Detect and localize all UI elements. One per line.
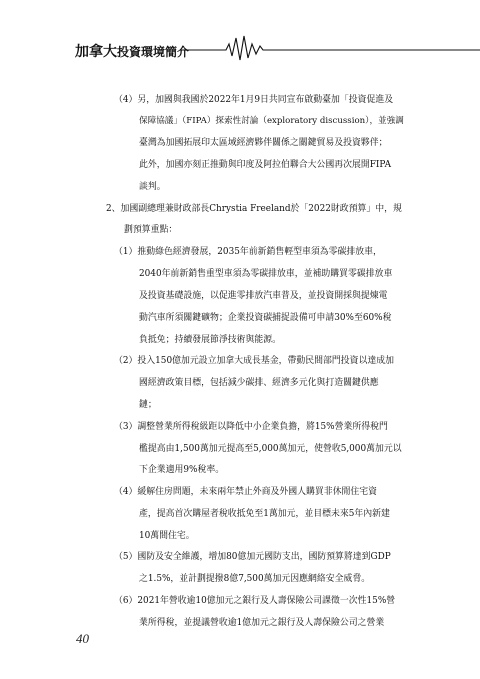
text-line: （4）緩解住房問題，未來兩年禁止外商及外國人購買非休閒住宅資	[114, 487, 378, 497]
text-line: 國經濟政策目標，包括減少碳排、經濟多元化與打造關鍵供應	[139, 378, 379, 388]
text-line: 2040年前新銷售重型車須為零碳排放車，並補助購買零碳排放車	[139, 269, 393, 279]
text-line: 此外，加國亦刻正推動與印度及阿拉伯聯合大公國再次展開FIPA	[139, 160, 391, 170]
header-title-sub: 投資環境簡介	[117, 45, 190, 59]
text-line: （2）投入150億加元設立加拿大成長基金，帶動民間部門投資以達成加	[114, 356, 394, 366]
text-line: 保障協議」（FIPA）探索性討論（exploratory discussion），並強調	[139, 116, 404, 126]
text-line: 及投資基礎設施，以促進零排放汽車普及，並投資開採與提煉電	[139, 291, 388, 301]
page-number: 40	[76, 631, 89, 646]
text-line: （6）2021年營收逾10億加元之銀行及人壽保險公司課徵一次性15%營	[114, 596, 396, 606]
text-line: 下企業適用9%稅率。	[139, 465, 225, 475]
text-line: 之1.5%，並計劃提撥8億7,500萬加元因應網絡安全威脅。	[139, 574, 371, 584]
text-line: 產，提高首次購屋者稅收抵免至1萬加元，並目標未來5年內新建	[139, 509, 390, 519]
text-line: 負抵免；持續發展節淨技術與能源。	[139, 335, 281, 345]
header-title-main: 加拿大	[75, 44, 117, 60]
text-line: 2、加國副總理兼財政部長Chrystia Freeland於「2022財政預算」中，規	[106, 204, 402, 214]
text-line: 業所得稅，並提議營收逾1億加元之銀行及人壽保險公司之營業	[139, 618, 385, 628]
text-line: （3）調整營業所得稅級距以降低中小企業負擔，將15%營業所得稅門	[114, 422, 388, 432]
text-line: （5）國防及安全維護，增加80億加元國防支出，國防預算將達到GDP	[114, 552, 391, 562]
heartbeat-line-icon	[0, 0, 480, 70]
text-line: 檻提高由1,500萬加元提高至5,000萬加元，使營收5,000萬加元以	[139, 444, 402, 454]
text-line: （1）推動綠色經濟發展，2035年前新銷售輕型車須為零碳排放車，	[114, 247, 382, 257]
text-line: 臺灣為加國拓展印太區域經濟夥伴關係之關鍵貿易及投資夥伴；	[139, 138, 388, 148]
text-line: 鏈；	[139, 400, 157, 410]
text-line: （4）另，加國與我國於2022年1月9日共同宣布啟動臺加「投資促進及	[114, 95, 394, 105]
text-line: 談判。	[139, 182, 166, 192]
text-line: 10萬間住宅。	[139, 531, 195, 541]
page-header	[0, 0, 480, 70]
text-line: 動汽車所須關鍵礦物；企業投資碳捕捉設備可申請30%至60%稅	[139, 313, 392, 323]
text-line: 劃預算重點：	[124, 225, 178, 235]
